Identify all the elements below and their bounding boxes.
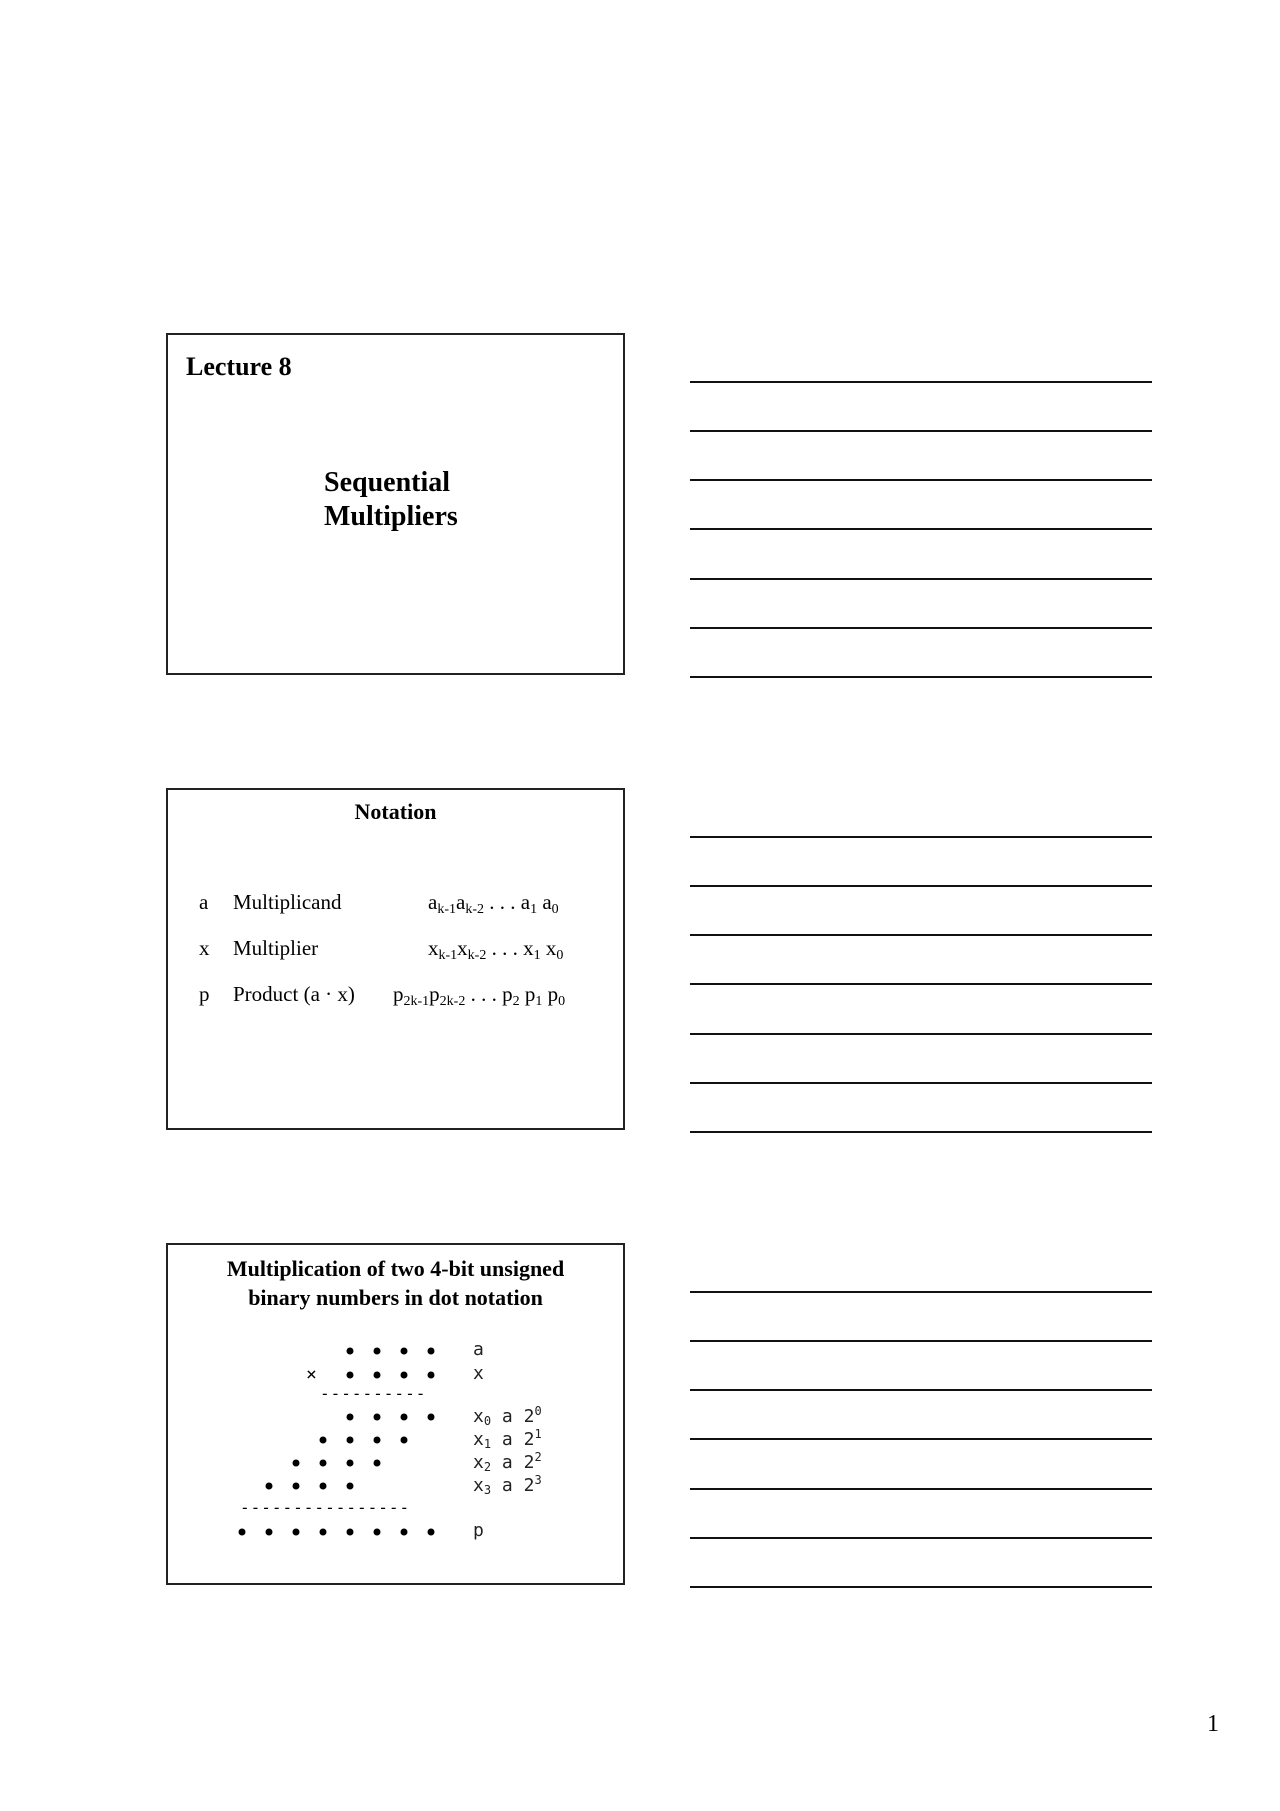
notation-formula-product: $p_{2k-1}p_{2k-2}$ . . . $p_2$ $p_1$ $p_0$ <box>393 982 566 1009</box>
notation-name: Multiplicand <box>233 890 342 914</box>
slide-notation <box>166 788 625 1130</box>
note-line <box>690 528 1152 530</box>
notation-formula-multiplier: $x_{k-1}x_{k-2}$ . . . $x_1$ $x_0$ <box>428 936 564 963</box>
note-line <box>690 1537 1152 1539</box>
slide-title <box>324 466 458 534</box>
note-line <box>690 1586 1152 1588</box>
page-number: 1 <box>1207 1711 1219 1737</box>
dash-separator-short: ---------- <box>320 1384 427 1403</box>
dot-diagram <box>168 1245 623 1583</box>
note-line <box>690 676 1152 678</box>
note-line <box>690 578 1152 580</box>
slide-title: Notation <box>354 799 437 824</box>
notation-name: Multiplier <box>233 936 319 960</box>
label-x: x <box>473 1363 484 1384</box>
slide-title-line-1: Multiplication of two 4-bit unsigned <box>226 1256 565 1281</box>
notation-symbol: x <box>199 936 210 960</box>
notation-symbol: p <box>199 982 210 1006</box>
label-pp2: $x_2$ a $2^2$ <box>473 1450 542 1474</box>
lecture-label: Lecture 8 <box>186 352 292 381</box>
label-pp1: $x_1$ a $2^1$ <box>473 1427 542 1451</box>
note-line <box>690 1291 1152 1293</box>
notation-name: Product (a · x) <box>233 982 355 1006</box>
note-line <box>690 983 1152 985</box>
note-line <box>690 627 1152 629</box>
note-line <box>690 1340 1152 1342</box>
label-a: a <box>473 1339 484 1360</box>
note-line <box>690 1438 1152 1440</box>
note-line <box>690 1488 1152 1490</box>
slide-lecture-title <box>166 333 625 675</box>
dot-row-pp1 <box>320 1437 408 1444</box>
slide-title-line-2: binary numbers in dot notation <box>248 1285 543 1310</box>
dot-row-a <box>347 1348 435 1355</box>
times-sign: × <box>306 1364 317 1385</box>
note-line <box>690 479 1152 481</box>
dash-separator-long: ---------------- <box>240 1498 411 1517</box>
slide-title-line-1: Sequential <box>324 467 451 498</box>
slide-dot-notation <box>166 1243 625 1585</box>
note-line <box>690 1033 1152 1035</box>
dot-row-pp0 <box>347 1414 435 1421</box>
dot-row-pp3 <box>266 1483 354 1490</box>
dot-row-pp2 <box>293 1460 381 1467</box>
note-line <box>690 1082 1152 1084</box>
note-line <box>690 934 1152 936</box>
dot-row-x <box>347 1372 435 1379</box>
note-line <box>690 381 1152 383</box>
dot-row-p <box>239 1529 435 1536</box>
note-line <box>690 1131 1152 1133</box>
note-line <box>690 836 1152 838</box>
slide-title-line-2: Multipliers <box>324 501 458 532</box>
label-p: p <box>473 1520 484 1541</box>
notation-formula-multiplicand: $a_{k-1}a_{k-2}$ . . . $a_1$ $a_0$ <box>428 890 559 917</box>
label-pp0: $x_0$ a $2^0$ <box>473 1404 542 1428</box>
note-line <box>690 430 1152 432</box>
note-line <box>690 1389 1152 1391</box>
notation-symbol: a <box>199 890 209 914</box>
label-pp3: $x_3$ a $2^3$ <box>473 1473 542 1497</box>
note-line <box>690 885 1152 887</box>
